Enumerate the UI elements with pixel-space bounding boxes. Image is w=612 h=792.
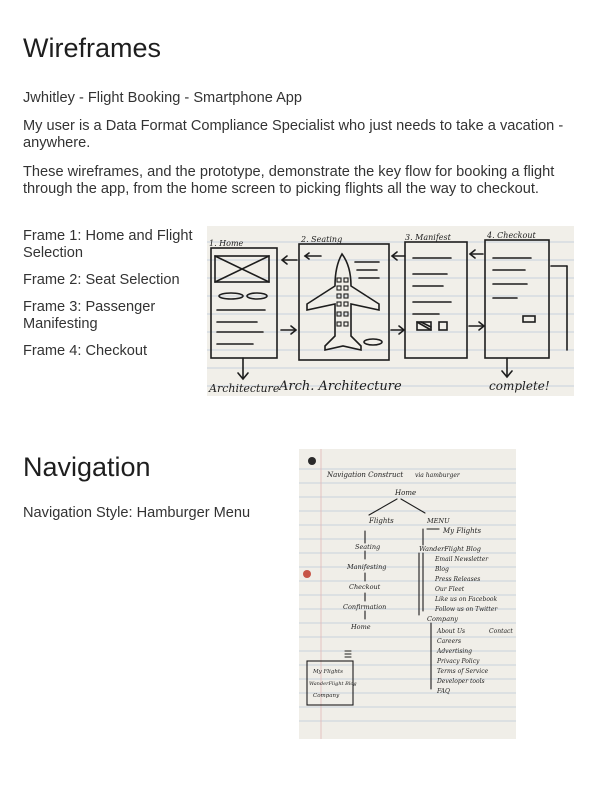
frame-list [23,228,203,370]
nav-sketch-menu-label: MENU [427,517,450,525]
nav-sketch-blog-item: Our Fleet [435,586,465,593]
sketch-label-home: 1. Home [209,239,244,248]
nav-sketch-home: Home [351,623,371,631]
navigation-sketch-drawing [299,449,516,739]
nav-sketch-menu-item: WanderFlight Blog [419,545,481,553]
nav-sketch-blog-item: Follow us on Twitter [435,606,498,613]
sketch-label-bottom-mid: Arch. Architecture [279,379,402,394]
section-title-navigation: Navigation [23,452,151,482]
nav-sketch-checkout: Checkout [349,583,381,591]
nav-sketch-box-item: Company [313,693,340,699]
nav-sketch-company-item: FAQ [437,688,450,695]
wireframe-sketch-drawing [207,226,574,396]
nav-sketch-blog-item: Email Newsletter [435,556,489,563]
sketch-label-manifest: 3. Manifest [405,233,451,242]
sketch-label-checkout: 4. Checkout [487,231,536,240]
frame-item: Frame 4: Checkout [23,343,148,359]
nav-sketch-flights: Flights [369,517,394,525]
nav-sketch-menu-item: My Flights [443,527,482,535]
nav-sketch-confirmation: Confirmation [343,603,387,611]
wireframe-sketch-photo [207,226,574,396]
nav-sketch-blog-item: Blog [435,566,449,573]
nav-sketch-company-item: About Us [437,628,466,635]
nav-sketch-company-item: Developer tools [437,678,485,685]
nav-sketch-root: Home [395,489,417,497]
nav-sketch-box-item: My Flights [313,669,343,675]
nav-sketch-company-item: Contact [489,628,513,635]
sketch-label-bottom-left: Architecture [209,382,280,395]
nav-sketch-blog-item: Press Releases [435,576,481,583]
nav-sketch-blog-item: Like us on Facebook [435,596,498,603]
nav-sketch-menu-item: Company [427,615,458,623]
nav-sketch-header: Navigation Construct [327,471,404,479]
section-title-wireframes: Wireframes [23,33,162,63]
nav-sketch-company-item: Terms of Service [437,668,489,675]
project-subtitle: Jwhitley - Flight Booking - Smartphone App [23,90,303,106]
frame-item: Frame 2: Seat Selection [23,272,180,288]
nav-sketch-seating: Seating [355,543,381,551]
nav-sketch-manifesting: Manifesting [347,563,387,571]
flow-description: These wireframes, and the prototype, demonstrate the key flow for booking a flight through the app, from the home screen to picking flights all the way to checkout. [23,164,555,197]
sketch-label-seating: 2. Seating [301,235,343,244]
nav-sketch-company-item: Advertising [437,648,473,655]
user-description: My user is a Data Format Compliance Specialist who just needs to take a vacation - anywhere. [23,118,564,151]
nav-sketch-box-item: WanderFlight Blog [309,681,357,687]
nav-sketch-company-item: Careers [437,638,462,645]
navigation-sketch-photo [299,449,516,739]
frame-item: Frame 3: Passenger Manifesting [23,299,156,332]
sketch-label-bottom-right: complete! [489,379,550,393]
frame-item: Frame 1: Home and Flight Selection [23,228,193,261]
navigation-style: Navigation Style: Hamburger Menu [23,505,251,521]
nav-sketch-company-item: Privacy Policy [437,658,480,665]
nav-sketch-header-note: via hamburger [415,472,460,479]
